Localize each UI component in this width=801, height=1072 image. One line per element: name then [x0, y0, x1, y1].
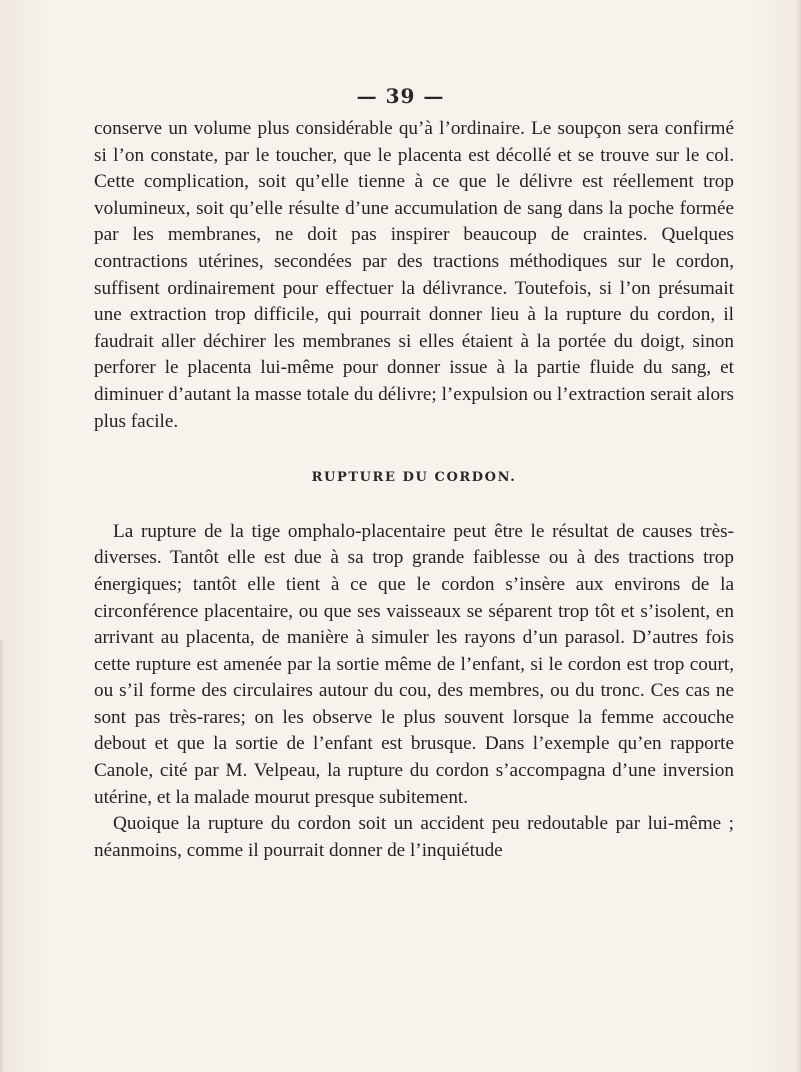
page-number: — 39 — — [356, 84, 445, 108]
page-edge-right — [796, 0, 801, 1072]
page-body — [94, 116, 734, 864]
paragraph-rupture-causes: La rupture de la tige omphalo-placentaire peut être le résultat de causes très-diverses. Tantôt elle est due à sa trop grande faiblesse ou à des tractions trop énergiques; tantôt elle tient à ce que le cordon s’insère aux environs de la circonférence placentaire, ou que ses vaisseaux se séparent trop tôt et s’isolent, en arrivant au placenta, de manière à simuler les rayons d’un parasol. D’autres fois cette rupture est amenée par la sortie même de l’enfant, si le cordon est trop court, ou s’il forme des circulaires autour du cou, des membres, ou du tronc. Ces cas ne sont pas très-rares; on les observe le plus souvent lorsque la femme accouche debout et que la sortie de l’enfant est brusque. Dans l’exemple qu’en rapporte Canole, cité par M. Velpeau, la rupture du cordon s’accompagna d’une inversion utérine, et la malade mourut presque subitement. — [94, 520, 734, 808]
paragraph-rupture-consequence: Quoique la rupture du cordon soit un accident peu redoutable par lui-même ; néanmoins, comme il pourrait donner de l’inquiétude — [94, 813, 734, 861]
page-edge-left — [0, 640, 4, 1072]
section-heading: RUPTURE DU CORDON. — [311, 470, 517, 486]
paragraph-continuation: conserve un volume plus considérable qu’à l’ordinaire. Le soupçon sera confirmé si l’on constate, par le toucher, que le placenta est décollé et se trouve sur le col. Cette complication, soit qu’elle tienne à ce que le délivre est réellement trop volumineux, soit qu’elle résulte d’une accumulation de sang dans la poche formée par les membranes, ne doit pas inspirer beaucoup de craintes. Quelques contractions utérines, secondées par des tractions méthodiques sur le cordon, suffisent ordinairement pour effectuer la délivrance. Toutefois, si l’on présumait une extraction trop difficile, qui pourrait donner lieu à la rupture du cordon, il faudrait aller déchirer les membranes si elles étaient à la portée du doigt, sinon perforer le placenta lui-même pour donner issue à la partie fluide du sang, et diminuer d’autant la masse totale du délivre; l’expulsion ou l’extraction serait alors plus facile. — [94, 118, 734, 432]
